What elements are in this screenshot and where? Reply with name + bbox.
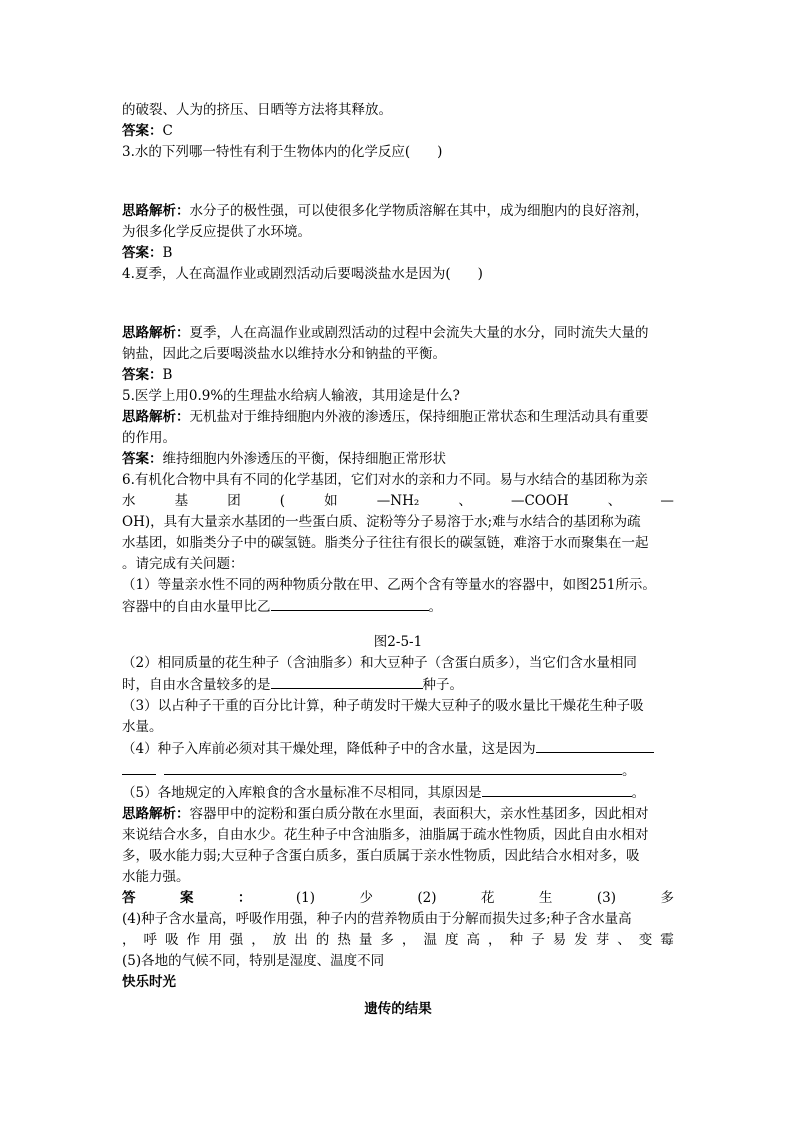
word: 多 xyxy=(660,890,674,906)
answer-line xyxy=(122,365,674,386)
word: (2) xyxy=(417,890,437,906)
analysis-label: 思路解析： xyxy=(122,806,190,822)
char: 发 xyxy=(574,932,588,948)
char: 作 xyxy=(186,932,201,948)
figure-caption: 图2-5-1 xyxy=(373,634,423,650)
char: 多 xyxy=(380,932,394,948)
text-line: 。请完成有关问题： xyxy=(122,556,244,572)
analysis-text: 无机盐对于维持细胞内外液的渗透压，保持细胞正常状态和生理活动具有重要 xyxy=(189,409,649,425)
char: 芽 xyxy=(595,932,610,948)
analysis-line xyxy=(122,407,674,428)
text-line: 水基团，如脂类分子中的碳氢链。脂类分子往往有很长的碳氢链，难溶于水而聚集在一起 xyxy=(122,535,649,551)
text-line: 钠盐，因此之后要喝淡盐水以维持水分和钠盐的平衡。 xyxy=(122,346,446,362)
word: 案 xyxy=(179,890,194,906)
char: ， xyxy=(122,932,136,948)
char: 吸 xyxy=(165,932,179,948)
word: 、 xyxy=(607,493,622,509)
word: 基 xyxy=(174,493,189,509)
char: 出 xyxy=(294,932,308,948)
subquestion-4-cont xyxy=(122,760,674,782)
word: 花 xyxy=(480,890,495,906)
subquestion-3: （3）以占种子干重的百分比计算，种子萌发时干燥大豆种子的吸水量比干燥花生种子吸 xyxy=(122,698,644,714)
justified-line xyxy=(122,491,674,512)
char: 高 xyxy=(466,932,480,948)
subquestion-2-cont xyxy=(122,674,674,696)
char: 热 xyxy=(337,932,351,948)
answer-value: B xyxy=(162,245,173,261)
char: 、 xyxy=(617,932,631,948)
answer-value: B xyxy=(162,367,173,383)
word: (1) xyxy=(295,890,315,906)
word: 如 xyxy=(324,493,338,509)
subquestion-2: （2）相同质量的花生种子（含油脂多）和大豆种子（含蛋白质多），当它们含水量相同 xyxy=(122,655,637,671)
word: 少 xyxy=(359,890,373,906)
text: 种子。 xyxy=(422,677,463,693)
char: 种 xyxy=(509,932,524,948)
answer-label: 答案： xyxy=(122,245,163,261)
text-line: OH)，具有大量亲水基团的一些蛋白质、淀粉等分子易溶于水;难与水结合的基团称为疏 xyxy=(122,514,641,530)
char: 放 xyxy=(272,932,287,948)
question-6: 6.有机化合物中具有不同的化学基团，它们对水的亲和力不同。易与水结合的基团称为亲 xyxy=(122,472,648,488)
answer-blank xyxy=(536,738,654,753)
char: 霉 xyxy=(660,932,674,948)
char: 呼 xyxy=(143,932,158,948)
analysis-line xyxy=(122,804,674,825)
justified-line xyxy=(122,930,674,951)
char: ， xyxy=(251,932,265,948)
subquestion-5 xyxy=(122,782,674,804)
answer-label: 答案： xyxy=(122,367,163,383)
word: 团 xyxy=(227,493,241,509)
analysis-line xyxy=(122,201,674,222)
text-line: 水能力强。 xyxy=(122,869,190,885)
text-line: 为很多化学反应提供了水环境。 xyxy=(122,224,311,240)
analysis-label: 思路解析： xyxy=(122,325,190,341)
word: (3) xyxy=(596,890,616,906)
text: 容器中的自由水量甲比乙 xyxy=(122,599,271,615)
subquestion-1: （1）等量亲水性不同的两种物质分散在甲、乙两个含有等量水的容器中，如图251所示。 xyxy=(122,577,656,593)
answer-blank xyxy=(122,760,156,775)
question-5: 5.医学上用0.9%的生理盐水给病人输液，其用途是什么? xyxy=(122,388,460,404)
char: 易 xyxy=(552,932,567,948)
char: 的 xyxy=(315,932,330,948)
char: 量 xyxy=(358,932,373,948)
text-line: 的作用。 xyxy=(122,430,176,446)
subquestion-4 xyxy=(122,738,674,760)
word: —NH₂ xyxy=(376,493,420,509)
question-3: 3.水的下列哪一特性有利于生物体内的化学反应( ) xyxy=(122,144,443,160)
answer-blank xyxy=(271,674,423,689)
char: 度 xyxy=(444,932,459,948)
word: 水 xyxy=(122,493,136,509)
text: 。 xyxy=(631,785,646,801)
word: —COOH xyxy=(510,493,569,509)
text: 时，自由水含量较多的是 xyxy=(122,677,271,693)
char: ， xyxy=(488,932,502,948)
text: 。 xyxy=(622,763,636,779)
text: （5）各地规定的入库粮食的含水量标准不尽相同，其原因是 xyxy=(122,785,482,801)
story-title: 遗传的结果 xyxy=(364,1001,432,1017)
analysis-text: 水分子的极性强，可以使很多化学物质溶解在其中，成为细胞内的良好溶剂， xyxy=(189,203,649,219)
char: 温 xyxy=(423,932,437,948)
answer-value: C xyxy=(162,123,173,139)
text-line: 来说结合水多，自由水少。花生种子中含油脂多，油脂属于疏水性物质，因此自由水相对 xyxy=(122,827,649,843)
answer-line xyxy=(122,121,674,142)
word: 生 xyxy=(538,890,553,906)
answer-blank xyxy=(482,782,632,797)
answer-label: 答案： xyxy=(122,451,163,467)
analysis-line xyxy=(122,323,674,344)
char: 变 xyxy=(638,932,653,948)
analysis-text: 容器甲中的淀粉和蛋白质分散在水里面，表面积大，亲水性基团多，因此相对 xyxy=(189,806,649,822)
word: — xyxy=(660,493,674,509)
answer-value: 维持细胞内外渗透压的平衡，保持细胞正常形状 xyxy=(162,451,446,467)
text-line: (4)种子含水量高，呼吸作用强，种子内的营养物质由于分解而损失过多;种子含水量高 xyxy=(122,911,632,927)
document-page xyxy=(122,100,674,1020)
char: 用 xyxy=(208,932,222,948)
subquestion-1-cont xyxy=(122,596,674,618)
char: 子 xyxy=(531,932,545,948)
analysis-label: 思路解析： xyxy=(122,203,190,219)
text-line: 水量。 xyxy=(122,719,163,735)
answer-justified-line xyxy=(122,888,674,909)
answer-blank xyxy=(164,760,622,775)
word: 、 xyxy=(458,493,472,509)
text-line: 多，吸水能力弱;大豆种子含蛋白质多，蛋白质属于亲水性物质，因此结合水相对多，吸 xyxy=(122,848,640,864)
text-line: (5)各地的气候不同，特别是湿度、温度不同 xyxy=(122,953,385,969)
answer-label: 答案： xyxy=(122,123,163,139)
section-heading: 快乐时光 xyxy=(122,974,176,990)
text-line: 的破裂、人为的挤压、日晒等方法将其释放。 xyxy=(122,102,392,118)
char: 强 xyxy=(229,932,244,948)
analysis-text: 夏季，人在高温作业或剧烈活动的过程中会流失大量的水分，同时流失大量的 xyxy=(189,325,649,341)
answer-line xyxy=(122,243,674,264)
analysis-label: 思路解析： xyxy=(122,409,190,425)
text: （4）种子入库前必须对其干燥处理，降低种子中的含水量，这是因为 xyxy=(122,741,536,757)
word: ( xyxy=(279,493,286,509)
char: ， xyxy=(401,932,416,948)
answer-blank xyxy=(271,596,429,611)
word: 答 xyxy=(122,890,136,906)
answer-line xyxy=(122,449,674,470)
text: 。 xyxy=(428,599,442,615)
question-4: 4.夏季，人在高温作业或剧烈活动后要喝淡盐水是因为( ) xyxy=(122,266,483,282)
word: ： xyxy=(237,890,252,906)
